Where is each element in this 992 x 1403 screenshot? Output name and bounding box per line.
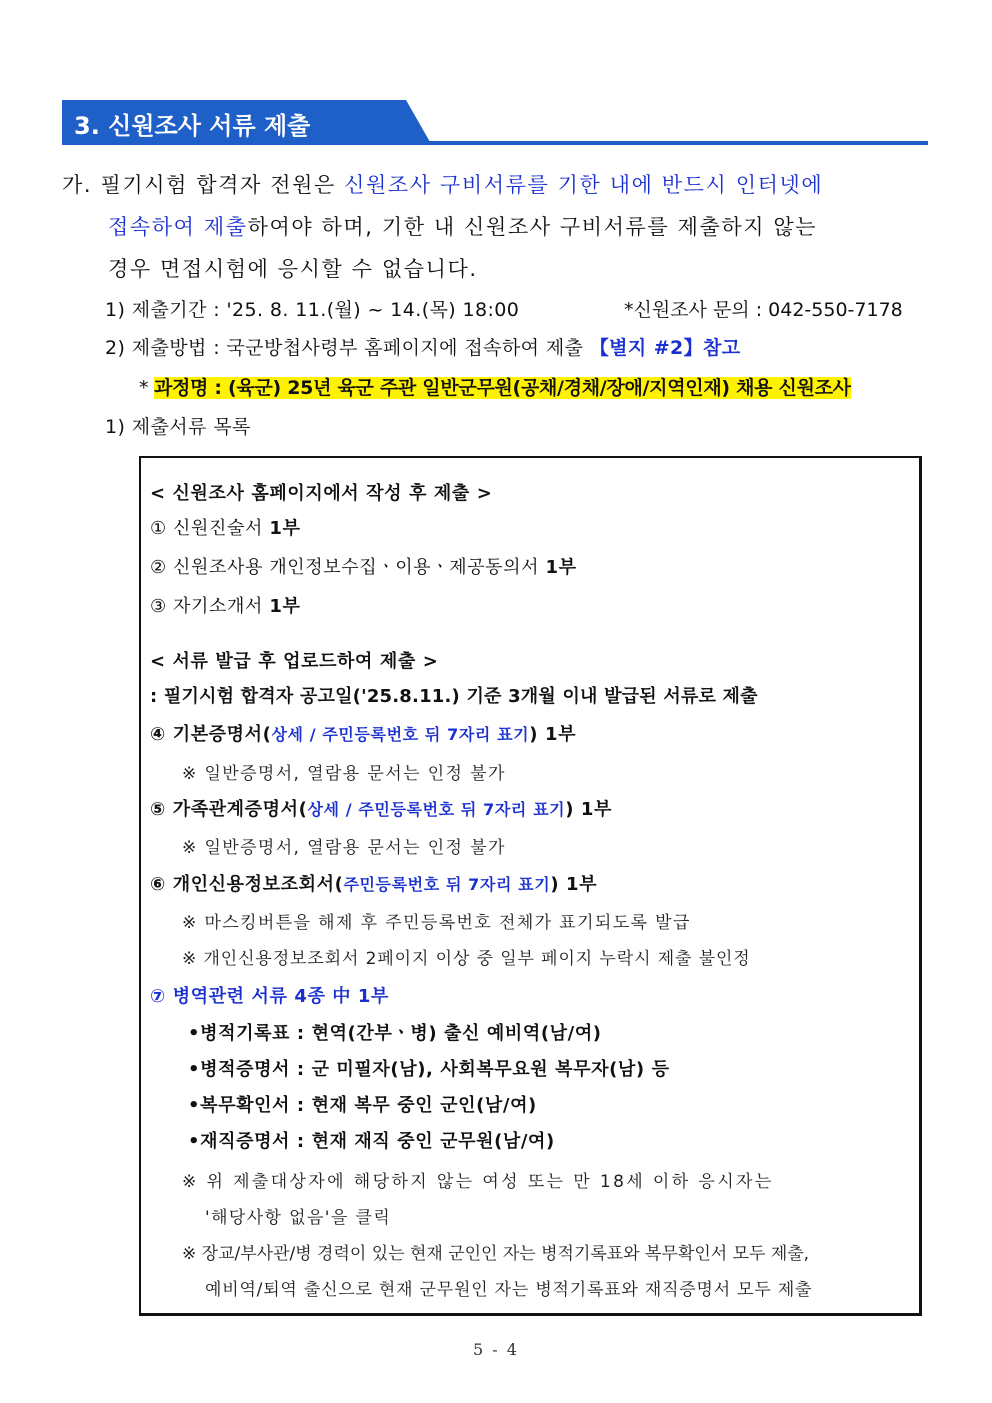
intro-line1-text: 필기시험 합격자 전원은 bbox=[100, 173, 345, 197]
doc-item-4-name: ④ 기본증명서( bbox=[150, 724, 272, 745]
submission-method bbox=[105, 333, 741, 360]
doc-item-3 bbox=[150, 592, 300, 618]
intro-line-1 bbox=[62, 169, 823, 199]
doc-item-6-name: ⑥ 개인신용정보조회서( bbox=[150, 874, 344, 895]
course-name: 과정명 : (육군) 25년 육군 주관 일반군무원(공채/경채/장애/지역인재) 채용 신원조사 bbox=[153, 377, 851, 399]
military-doc-4: •재직증명서 : 현재 재직 중인 군무원(남/여) bbox=[188, 1131, 555, 1152]
group2-note: : 필기시험 합격자 공고일('25.8.11.) 기준 3개월 이내 발급된 서류로 제출 bbox=[150, 686, 758, 707]
doc-item-4-detail: 상세 / 주민등록번호 뒤 7자리 표기 bbox=[271, 725, 530, 744]
doc-item-1-qty: 1부 bbox=[269, 518, 301, 539]
intro-line2-emphasis: 접속하여 제출 bbox=[108, 215, 248, 239]
doc-item-2 bbox=[150, 553, 577, 579]
document-list-label: 1) 제출서류 목록 bbox=[105, 416, 251, 438]
submission-method-rest: 에 접속하여 제출 bbox=[439, 337, 590, 359]
submission-method-label: 2) 제출방법 : 국군방첩사령부 홈페이지 bbox=[105, 337, 440, 359]
group1-title: < 신원조사 홈페이지에서 작성 후 제출 > bbox=[150, 483, 493, 504]
doc-item-6 bbox=[150, 870, 597, 896]
doc-item-6-qty: ) 1부 bbox=[550, 874, 598, 895]
note-a-line-1: ※ 위 제출대상자에 해당하지 않는 여성 또는 만 18세 이하 응시자는 bbox=[182, 1172, 774, 1192]
intro-line-3: 경우 면접시험에 응시할 수 없습니다. bbox=[108, 257, 478, 281]
doc-item-5-name: ⑤ 가족관계증명서( bbox=[150, 799, 308, 820]
doc-item-2-name: ② 신원조사용 개인정보수집ㆍ이용ㆍ제공동의서 bbox=[150, 557, 540, 578]
section-header bbox=[62, 100, 928, 146]
note-b-line-1: ※ 장교/부사관/병 경력이 있는 현재 군인인 자는 병적기록표와 복무확인서 모두 제출, bbox=[182, 1244, 810, 1264]
doc-item-1 bbox=[150, 514, 300, 540]
inquiry-contact: *신원조사 문의 : 042-550-7178 bbox=[624, 299, 903, 321]
doc-item-6-detail: 주민등록번호 뒤 7자리 표기 bbox=[343, 875, 551, 894]
doc-item-6-note-1: ※ 마스킹버튼을 해제 후 주민등록번호 전체가 표기되도록 발급 bbox=[182, 913, 691, 933]
note-b-line-2: 예비역/퇴역 출신으로 현재 군무원인 자는 병적기록표와 재직증명서 모두 제출 bbox=[205, 1280, 813, 1300]
doc-item-5-detail: 상세 / 주민등록번호 뒤 7자리 표기 bbox=[307, 800, 566, 819]
intro-marker: 가. bbox=[62, 173, 93, 197]
group2-title: < 서류 발급 후 업로드하여 제출 > bbox=[150, 651, 439, 672]
intro-line-2 bbox=[108, 211, 817, 241]
doc-item-7: ⑦ 병역관련 서류 4종 中 1부 bbox=[150, 986, 389, 1007]
doc-item-5-note: ※ 일반증명서, 열람용 문서는 인정 불가 bbox=[182, 838, 506, 858]
page-number: 5 - 4 bbox=[473, 1340, 519, 1359]
military-doc-2: •병적증명서 : 군 미필자(남), 사회복무요원 복무자(남) 등 bbox=[188, 1059, 670, 1080]
military-doc-1: •병적기록표 : 현역(간부ㆍ병) 출신 예비역(남/여) bbox=[188, 1023, 602, 1044]
military-doc-3: •복무확인서 : 현재 복무 중인 군인(남/여) bbox=[188, 1095, 537, 1116]
doc-item-3-qty: 1부 bbox=[269, 596, 301, 617]
intro-line1-emphasis: 신원조사 구비서류를 기한 내에 반드시 인터넷에 bbox=[344, 173, 824, 197]
doc-item-4-qty: ) 1부 bbox=[529, 724, 577, 745]
attachment-reference: 【별지 #2】참고 bbox=[589, 337, 741, 359]
doc-item-3-name: ③ 자기소개서 bbox=[150, 596, 263, 617]
doc-item-1-name: ① 신원진술서 bbox=[150, 518, 263, 539]
note-a-line-2: '해당사항 없음'을 클릭 bbox=[205, 1208, 392, 1228]
doc-item-2-qty: 1부 bbox=[545, 557, 577, 578]
submission-period: 1) 제출기간 : '25. 8. 11.(월) ~ 14.(목) 18:00 bbox=[105, 299, 520, 321]
doc-item-6-note-2: ※ 개인신용정보조회서 2페이지 이상 중 일부 페이지 누락시 제출 불인정 bbox=[182, 949, 751, 969]
section-header-underline bbox=[62, 141, 928, 145]
doc-item-5 bbox=[150, 795, 612, 821]
doc-item-4 bbox=[150, 720, 576, 746]
course-star: * bbox=[139, 377, 149, 399]
course-name-line bbox=[139, 373, 851, 400]
doc-item-5-qty: ) 1부 bbox=[565, 799, 613, 820]
intro-line2-text: 하여야 하며, 기한 내 신원조사 구비서류를 제출하지 않는 bbox=[247, 215, 818, 239]
doc-item-4-note: ※ 일반증명서, 열람용 문서는 인정 불가 bbox=[182, 764, 506, 784]
section-title: 3. 신원조사 서류 제출 bbox=[74, 112, 311, 140]
